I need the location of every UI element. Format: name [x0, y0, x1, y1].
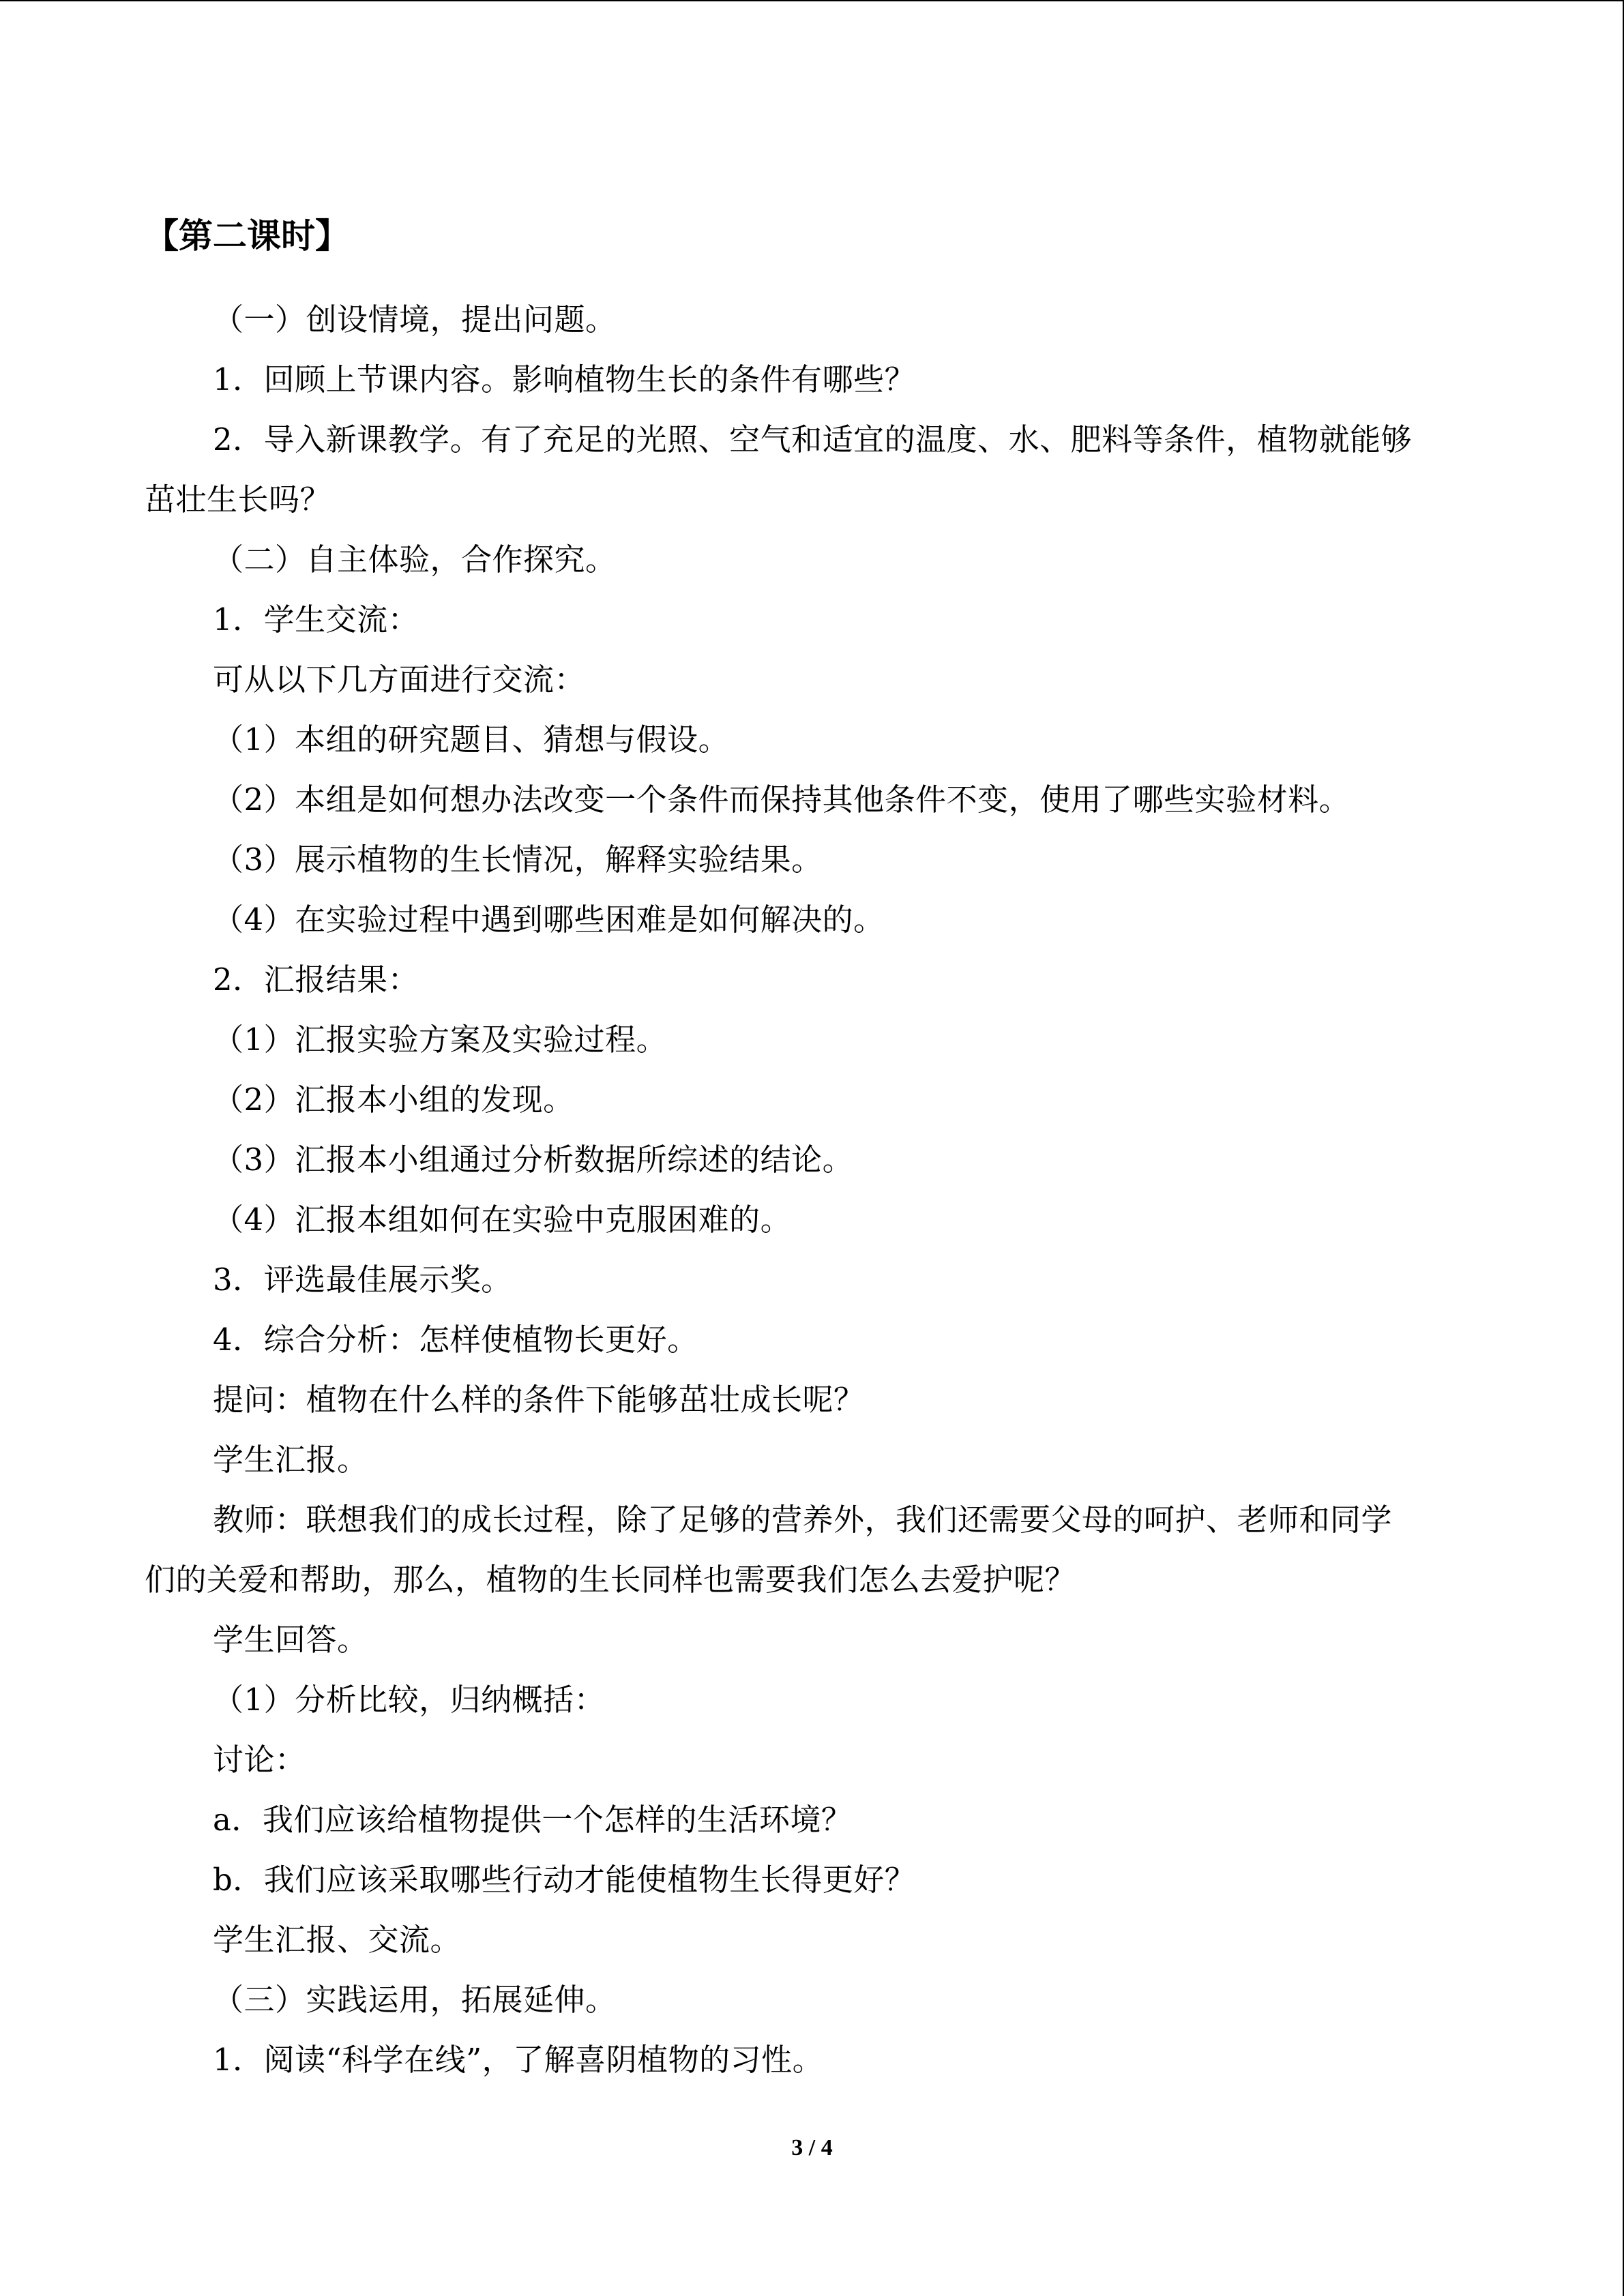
paragraph-line: （1）分析比较，归纳概括：	[213, 1682, 606, 1718]
paragraph-line: 讨论：	[213, 1742, 306, 1778]
paragraph-line: a．我们应该给植物提供一个怎样的生活环境？	[213, 1802, 853, 1838]
paragraph-line: 教师：联想我们的成长过程，除了足够的营养外，我们还需要父母的呵护、老师和同学	[213, 1502, 1393, 1538]
paragraph-line: （4）在实验过程中遇到哪些困难是如何解决的。	[213, 901, 885, 938]
paragraph-line: （1）汇报实验方案及实验过程。	[213, 1022, 668, 1058]
paragraph-line: 2．导入新课教学。有了充足的光照、空气和适宜的温度、水、肥料等条件，植物就能够	[213, 421, 1413, 458]
paragraph-line: 2．汇报结果：	[213, 961, 419, 998]
paragraph-line: 1．回顾上节课内容。影响植物生长的条件有哪些？	[213, 361, 916, 398]
paragraph-line: （二）自主体验，合作探究。	[213, 541, 617, 578]
paragraph-line: 4．综合分析：怎样使植物长更好。	[213, 1322, 698, 1358]
paragraph-line: （1）本组的研究题目、猜想与假设。	[213, 721, 730, 758]
paragraph-line: 3．评选最佳展示奖。	[213, 1262, 512, 1298]
paragraph-line: 学生汇报。	[213, 1442, 368, 1478]
paragraph-line: b．我们应该采取哪些行动才能使植物生长得更好？	[213, 1862, 916, 1898]
paragraph-line: （3）汇报本小组通过分析数据所综述的结论。	[213, 1142, 854, 1178]
paragraph-line: 茁壮生长吗？	[145, 481, 331, 518]
paragraph-line: 学生回答。	[213, 1622, 368, 1658]
paragraph-line: （2）本组是如何想办法改变一个条件而保持其他条件不变，使用了哪些实验材料。	[213, 781, 1350, 818]
paragraph-line: 们的关爱和帮助，那么，植物的生长同样也需要我们怎么去爱护呢？	[145, 1562, 1076, 1598]
paragraph-line: 学生汇报、交流。	[213, 1922, 462, 1958]
paragraph-line: 提问：植物在什么样的条件下能够茁壮成长呢？	[213, 1382, 865, 1418]
section-heading: 【第二课时】	[145, 216, 349, 256]
paragraph-line: （3）展示植物的生长情况，解释实验结果。	[213, 841, 823, 878]
page-number: 3 / 4	[791, 2135, 833, 2160]
paragraph-line: （2）汇报本小组的发现。	[213, 1082, 574, 1118]
paragraph-line: （三）实践运用，拓展延伸。	[213, 1982, 617, 2018]
paragraph-line: （一）创设情境，提出问题。	[213, 301, 617, 338]
paragraph-line: 1．学生交流：	[213, 601, 419, 638]
paragraph-line: 可从以下几方面进行交流：	[213, 661, 586, 698]
paragraph-line: 1．阅读“科学在线”，了解喜阴植物的习性。	[213, 2042, 824, 2078]
paragraph-line: （4）汇报本组如何在实验中克服困难的。	[213, 1202, 792, 1238]
